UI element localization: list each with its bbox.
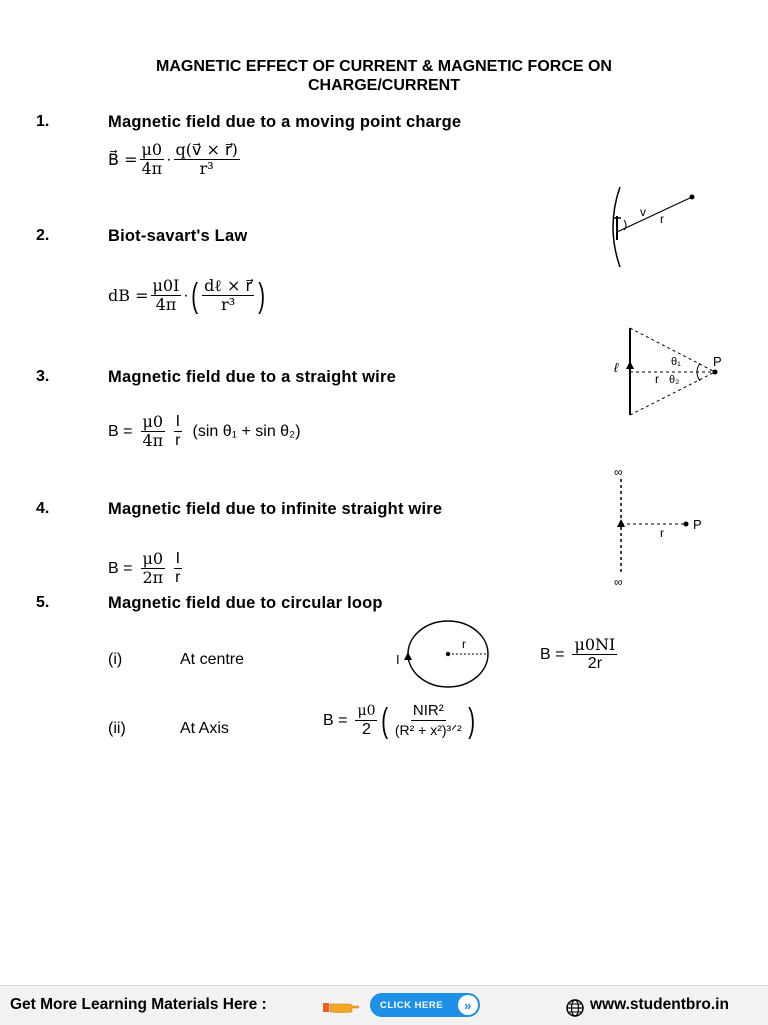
section-heading-1: Magnetic field due to a moving point charge: [108, 113, 462, 131]
section-number-3: 3.: [36, 368, 50, 385]
diagram-label-infinity-top: ∞: [614, 465, 623, 479]
diagram-label-p: P: [713, 354, 722, 369]
formula-lhs: dB =: [108, 286, 149, 305]
section-number-1: 1.: [36, 113, 50, 130]
formula-denominator: 2: [362, 721, 371, 738]
formula-straight-wire: [108, 413, 301, 450]
formula-denominator: (R² + x²)³ᐟ²: [394, 722, 462, 738]
section-heading-2: Biot-savart's Law: [108, 227, 248, 245]
diagram-label-r: r: [660, 526, 664, 540]
diagram-label-i: I: [396, 652, 400, 667]
formula-denominator: r: [175, 432, 181, 449]
formula-loop-axis: B = $\frac{\mu 0}{2}$ ( $\frac{\text{NIR²}}{\text{(R² + x²)³ᐟ²}}$ ): [323, 701, 475, 740]
sub-item-label-i: (i): [108, 651, 123, 668]
formula-denominator: r³: [199, 159, 214, 178]
formula-numerator: dℓ × r⃗: [204, 276, 253, 295]
section-heading-5: Magnetic field due to circular loop: [108, 594, 383, 612]
formula-denominator: 4π: [142, 431, 164, 450]
formula-denominator: 4π: [141, 159, 163, 178]
diagram-label-theta1: θ₁: [671, 356, 681, 368]
section-heading-4: Magnetic field due to infinite straight wire: [108, 500, 443, 518]
sub-item-text-centre: At centre: [180, 651, 245, 668]
moving-charge-diagram: [600, 182, 710, 272]
diagram-label-infinity-bottom: ∞: [614, 575, 623, 588]
formula-biot-savart: dB = $\frac{\mu 0I}{4\pi}$ · ( $\frac{\text{dℓ × r⃗}}{\text{r³}}$ ): [108, 276, 266, 315]
section-number-2: 2.: [36, 227, 50, 244]
formula-numerator: NIR²: [412, 702, 444, 719]
formula-denominator: 2r: [587, 655, 603, 672]
diagram-label-p: P: [693, 517, 702, 532]
formula-numerator: I: [175, 413, 181, 430]
diagram-label-v: v: [640, 205, 646, 219]
formula-lhs: B =: [108, 559, 133, 577]
formula-lhs: B⃗ =: [108, 150, 138, 169]
formula-lhs: B =: [323, 711, 348, 729]
double-chevron-right-icon: »: [458, 995, 478, 1015]
formula-numerator: μ0: [357, 703, 376, 719]
website-link[interactable]: www.studentbro.in: [590, 996, 729, 1013]
section-heading-3: Magnetic field due to a straight wire: [108, 368, 396, 386]
formula-numerator: μ0NI: [574, 635, 616, 654]
formula-loop-centre: [540, 636, 619, 673]
formula-tail: (sin θ₁ + sin θ₂): [192, 422, 301, 440]
formula-denominator: 4π: [155, 295, 177, 314]
formula-numerator: μ0: [142, 549, 164, 568]
formula-numerator: I: [175, 550, 181, 567]
page-title-line2: CHARGE/CURRENT: [308, 77, 460, 94]
formula-lhs: B =: [540, 645, 565, 663]
infinite-wire-diagram: [600, 463, 710, 588]
formula-numerator: μ0: [141, 140, 163, 159]
straight-wire-diagram: [605, 325, 735, 420]
diagram-label-l: ℓ: [614, 360, 619, 375]
formula-lhs: B =: [108, 422, 133, 440]
formula-denominator: r: [175, 569, 181, 586]
formula-denominator: r³: [221, 295, 236, 314]
page-title: MAGNETIC EFFECT OF CURRENT & MAGNETIC FORCE ON: [156, 58, 612, 75]
formula-numerator: q(v⃗ × r⃗): [175, 140, 238, 159]
diagram-label-theta2: θ₂: [669, 374, 680, 386]
click-here-label: CLICK HERE: [380, 999, 444, 1011]
pointing-hand-icon: [322, 997, 362, 1015]
sub-item-text-axis: At Axis: [180, 720, 229, 737]
footer-text: Get More Learning Materials Here :: [10, 996, 267, 1013]
formula-denominator: 2π: [142, 568, 164, 587]
section-number-4: 4.: [36, 500, 50, 517]
diagram-label-r: r: [655, 372, 659, 386]
section-number-5: 5.: [36, 594, 50, 611]
sub-item-label-ii: (ii): [108, 720, 126, 737]
diagram-label-r: r: [660, 212, 664, 226]
formula-point-charge: B⃗ = $\frac{\mu 0}{4\pi}$ · $\frac{q(v⃗ \times r⃗)}{\text{r³}}$: [108, 140, 238, 178]
formula-numerator: μ0: [142, 412, 164, 431]
click-here-button[interactable]: [370, 993, 480, 1017]
circular-loop-diagram: [390, 614, 500, 694]
diagram-label-r: r: [462, 637, 466, 651]
formula-infinite-wire: [108, 550, 185, 587]
formula-numerator: μ0I: [152, 276, 180, 295]
globe-icon: [565, 998, 585, 1018]
